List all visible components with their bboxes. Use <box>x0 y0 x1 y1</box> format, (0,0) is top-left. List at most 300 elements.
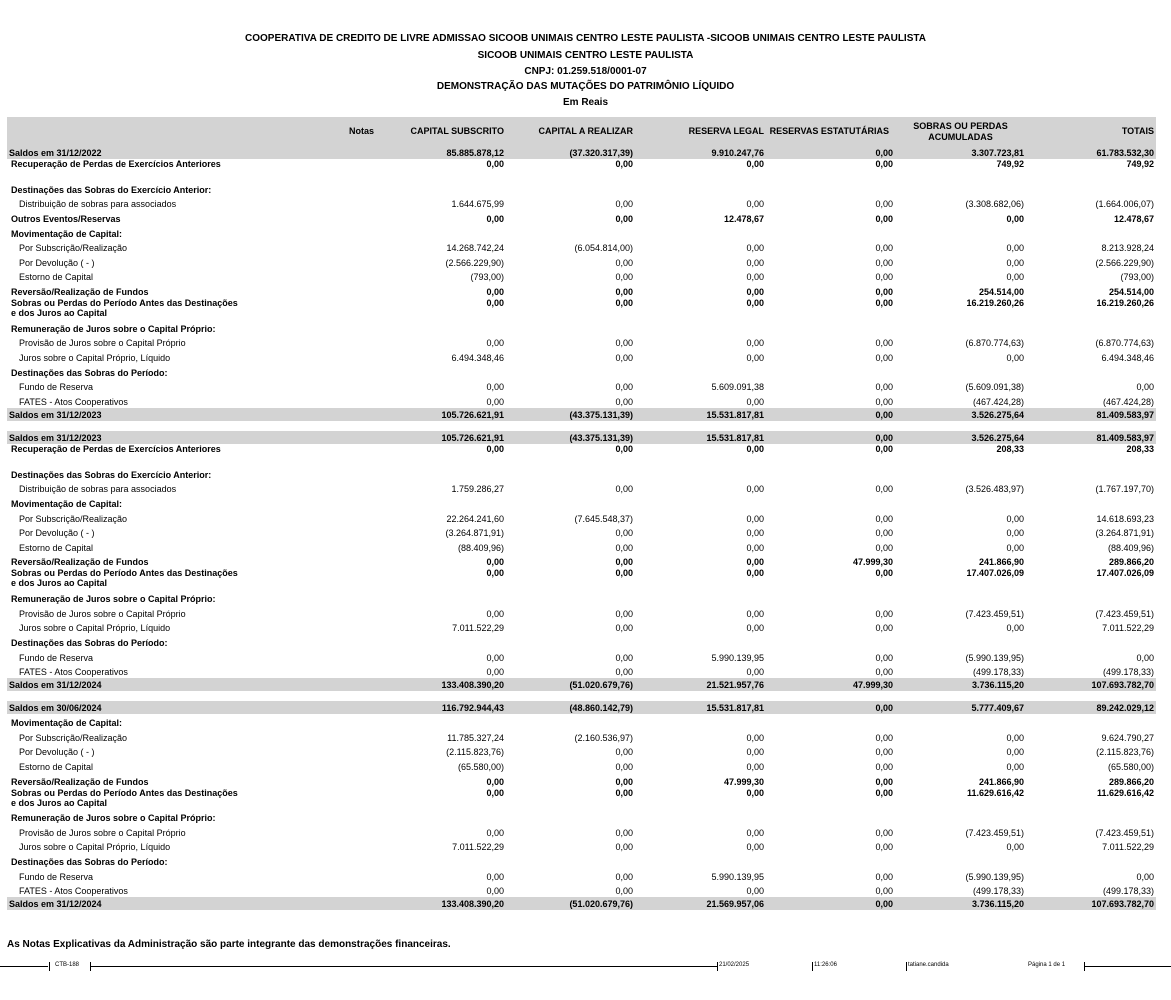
row-label: Saldos em 31/12/2024 <box>7 678 243 691</box>
sobras-perdas-cell: 208,33 <box>996 443 1024 454</box>
table-row <box>7 605 1156 620</box>
reservas-estatutarias-cell <box>766 810 895 825</box>
reservas-estatutarias-cell: 0,00 <box>875 443 893 454</box>
notas-cell <box>243 495 376 510</box>
notas-cell <box>243 181 376 196</box>
capital-a-realizar-cell <box>506 225 635 240</box>
capital-a-realizar-cell: 0,00 <box>615 787 633 798</box>
sobras-perdas-cell: 0,00 <box>1006 513 1024 524</box>
notas-cell <box>243 320 376 335</box>
capital-subscrito-cell <box>376 225 506 240</box>
notas-cell <box>243 444 376 466</box>
reserva-legal-cell: 15.531.817,81 <box>635 408 766 421</box>
sobras-perdas-cell: 3.526.275,64 <box>895 408 1026 421</box>
table-row <box>7 254 1156 269</box>
totais-cell: 0,00 <box>1136 382 1154 393</box>
row-label: Destinações das Sobras do Período: <box>11 367 168 378</box>
capital-subscrito-cell: 0,00 <box>486 886 504 897</box>
row-label: Destinações das Sobras do Período: <box>11 638 168 649</box>
reserva-legal-cell: 0,00 <box>746 243 764 254</box>
reservas-estatutarias-cell <box>766 634 895 649</box>
table-row <box>7 181 1156 196</box>
reservas-estatutarias-cell: 0,00 <box>875 528 893 539</box>
totais-cell <box>1026 466 1156 481</box>
balance-row <box>7 431 1156 444</box>
table-row <box>7 196 1156 211</box>
capital-subscrito-cell: 0,00 <box>486 298 504 309</box>
reserva-legal-cell <box>635 225 766 240</box>
footer-tick <box>906 962 907 971</box>
totais-cell: (3.264.871,91) <box>1095 528 1154 539</box>
balance-row <box>7 701 1156 714</box>
capital-subscrito-cell <box>376 714 506 729</box>
row-label: Destinações das Sobras do Exercício Anterior: <box>11 469 212 480</box>
reservas-estatutarias-cell: 0,00 <box>875 776 893 787</box>
capital-subscrito-cell: 6.494.348,46 <box>451 353 504 364</box>
sobras-perdas-cell: 0,00 <box>1006 732 1024 743</box>
table-row <box>7 379 1156 394</box>
capital-a-realizar-cell: 0,00 <box>615 382 633 393</box>
reservas-estatutarias-cell: 0,00 <box>875 842 893 853</box>
row-label: Provisão de Juros sobre o Capital Próprio <box>19 338 186 349</box>
capital-subscrito-cell: (88.409,96) <box>457 542 504 553</box>
row-label: Movimentação de Capital: <box>11 498 123 509</box>
totais-cell <box>1026 495 1156 510</box>
table-row <box>7 839 1156 854</box>
sobras-perdas-cell <box>895 853 1026 868</box>
capital-a-realizar-cell: 0,00 <box>615 338 633 349</box>
table-row <box>7 773 1156 788</box>
totais-cell: 7.011.522,29 <box>1102 623 1154 634</box>
notas-cell <box>243 605 376 620</box>
explanatory-note: As Notas Explicativas da Administração são parte integrante das demonstrações financeiras. <box>7 939 451 950</box>
capital-a-realizar-cell: 0,00 <box>615 842 633 853</box>
reserva-legal-cell: 47.999,30 <box>723 776 764 787</box>
capital-a-realizar-cell: (6.054.814,00) <box>574 243 633 254</box>
totais-cell: 11.629.616,42 <box>1096 787 1154 798</box>
balance-row <box>7 678 1156 691</box>
header-capital-subscrito: CAPITAL SUBSCRITO <box>376 117 506 146</box>
notas-cell <box>243 146 376 159</box>
row-label: Sobras ou Perdas do Período Antes das Destinações e dos Juros ao Capital <box>11 787 238 808</box>
sobras-perdas-cell: (5.990.139,95) <box>965 652 1024 663</box>
reserva-legal-cell: 0,00 <box>746 542 764 553</box>
reservas-estatutarias-cell <box>766 466 895 481</box>
row-label: Saldos em 31/12/2024 <box>7 897 243 910</box>
footer-rule <box>0 966 48 967</box>
row-label: Reversão/Realização de Fundos <box>11 557 149 568</box>
table-row <box>7 335 1156 350</box>
header-totais: TOTAIS <box>1026 117 1156 146</box>
reservas-estatutarias-cell: 0,00 <box>875 159 893 169</box>
notas-cell <box>243 839 376 854</box>
table-row <box>7 510 1156 525</box>
totais-cell: 12.478,67 <box>1113 213 1154 224</box>
sobras-perdas-cell <box>895 320 1026 335</box>
capital-subscrito-cell <box>376 181 506 196</box>
sobras-perdas-cell: 3.526.275,64 <box>895 431 1026 444</box>
totais-cell: 9.624.790,27 <box>1101 732 1154 743</box>
spacer-cell <box>7 691 1156 701</box>
totais-cell: 6.494.348,46 <box>1101 353 1154 364</box>
row-label: Por Subscrição/Realização <box>19 732 128 743</box>
totais-cell: (1.767.197,70) <box>1095 484 1154 495</box>
capital-a-realizar-cell: 0,00 <box>615 542 633 553</box>
balance-row <box>7 146 1156 159</box>
capital-subscrito-cell: 22.264.241,60 <box>446 513 504 524</box>
sobras-perdas-cell: (499.178,33) <box>972 667 1024 678</box>
reservas-estatutarias-cell: 0,00 <box>875 871 893 882</box>
reserva-legal-cell: 0,00 <box>746 484 764 495</box>
reserva-legal-cell: 0,00 <box>746 272 764 283</box>
sobras-perdas-cell: (499.178,33) <box>972 886 1024 897</box>
header-sobras-ou-perdas: SOBRAS OU PERDAS ACUMULADAS <box>895 117 1026 146</box>
capital-a-realizar-cell: 0,00 <box>615 747 633 758</box>
sobras-perdas-cell: 0,00 <box>1006 528 1024 539</box>
totais-cell: 0,00 <box>1136 871 1154 882</box>
sobras-perdas-cell: (3.526.483,97) <box>965 484 1024 495</box>
reservas-estatutarias-cell: 0,00 <box>875 396 893 407</box>
notas-cell <box>243 568 376 590</box>
table-row <box>7 590 1156 605</box>
balance-row <box>7 897 1156 910</box>
table-row <box>7 853 1156 868</box>
capital-a-realizar-cell: 0,00 <box>615 287 633 298</box>
reserva-legal-cell: 21.569.957,06 <box>635 897 766 910</box>
notas-cell <box>243 744 376 759</box>
totais-cell: 749,92 <box>1126 159 1154 169</box>
capital-subscrito-cell: 0,00 <box>486 608 504 619</box>
footer-rule <box>1085 966 1171 967</box>
capital-subscrito-cell <box>376 634 506 649</box>
row-label: Juros sobre o Capital Próprio, Líquido <box>19 623 171 634</box>
capital-subscrito-cell: (793,00) <box>470 272 504 283</box>
capital-subscrito-cell: 133.408.390,20 <box>376 678 506 691</box>
reservas-estatutarias-cell: 0,00 <box>875 886 893 897</box>
capital-a-realizar-cell <box>506 810 635 825</box>
capital-subscrito-cell: (65.580,00) <box>457 761 504 772</box>
totais-cell: (499.178,33) <box>1102 886 1154 897</box>
reservas-estatutarias-cell: 0,00 <box>875 623 893 634</box>
equity-changes-table <box>7 117 1156 910</box>
capital-subscrito-cell: 7.011.522,29 <box>452 623 504 634</box>
row-label: Estorno de Capital <box>19 272 94 283</box>
sobras-perdas-cell <box>895 810 1026 825</box>
sobras-perdas-cell: (7.423.459,51) <box>965 827 1024 838</box>
sobras-perdas-cell: 254.514,00 <box>978 287 1024 298</box>
reserva-legal-cell: 0,00 <box>746 827 764 838</box>
notas-cell <box>243 758 376 773</box>
footer-code: CTB-188 <box>55 962 80 968</box>
sobras-perdas-cell: 0,00 <box>1006 761 1024 772</box>
table-row <box>7 810 1156 825</box>
footer-time: 11:26:06 <box>814 962 837 968</box>
sobras-perdas-cell <box>895 590 1026 605</box>
reservas-estatutarias-cell: 0,00 <box>766 897 895 910</box>
row-label: Sobras ou Perdas do Período Antes das Destinações e dos Juros ao Capital <box>11 298 238 319</box>
capital-subscrito-cell: 0,00 <box>486 396 504 407</box>
table-row <box>7 539 1156 554</box>
capital-subscrito-cell: 105.726.621,91 <box>376 431 506 444</box>
notas-cell <box>243 554 376 569</box>
notas-cell <box>243 510 376 525</box>
capital-a-realizar-cell <box>506 634 635 649</box>
sobras-perdas-cell: 3.736.115,20 <box>895 897 1026 910</box>
row-label: Reversão/Realização de Fundos <box>11 287 149 298</box>
reservas-estatutarias-cell: 0,00 <box>766 701 895 714</box>
notas-cell <box>243 701 376 714</box>
reserva-legal-cell: 0,00 <box>746 338 764 349</box>
sobras-perdas-cell <box>895 714 1026 729</box>
row-label: FATES - Atos Cooperativos <box>19 886 128 897</box>
row-label: Provisão de Juros sobre o Capital Próprio <box>19 608 186 619</box>
notas-cell <box>243 883 376 898</box>
totais-cell: (2.566.229,90) <box>1095 257 1154 268</box>
reserva-legal-cell: 0,00 <box>746 199 764 210</box>
reserva-legal-cell <box>635 495 766 510</box>
reserva-legal-cell <box>635 714 766 729</box>
footer-date: 21/02/2025 <box>719 962 750 968</box>
sobras-perdas-cell: 241.866,90 <box>978 557 1024 568</box>
row-label: Saldos em 31/12/2022 <box>7 146 243 159</box>
reservas-estatutarias-cell <box>766 320 895 335</box>
reservas-estatutarias-cell: 0,00 <box>875 298 893 309</box>
reservas-estatutarias-cell: 0,00 <box>875 272 893 283</box>
capital-a-realizar-cell: (43.375.131,39) <box>506 408 635 421</box>
totais-cell: (467.424,28) <box>1102 396 1154 407</box>
capital-a-realizar-cell: 0,00 <box>615 396 633 407</box>
capital-a-realizar-cell: 0,00 <box>615 213 633 224</box>
capital-subscrito-cell: 0,00 <box>486 871 504 882</box>
header-reservas-estatutarias: RESERVAS ESTATUTÁRIAS <box>766 117 895 146</box>
row-label: Remuneração de Juros sobre o Capital Próprio: <box>11 594 216 605</box>
table-row <box>7 466 1156 481</box>
reservas-estatutarias-cell: 0,00 <box>875 513 893 524</box>
table-row <box>7 729 1156 744</box>
reservas-estatutarias-cell: 0,00 <box>875 287 893 298</box>
row-label: Recuperação de Perdas de Exercícios Anteriores <box>11 159 221 169</box>
reserva-legal-cell: 0,00 <box>746 667 764 678</box>
reservas-estatutarias-cell: 47.999,30 <box>852 557 893 568</box>
sobras-perdas-cell <box>895 466 1026 481</box>
row-label: Remuneração de Juros sobre o Capital Próprio: <box>11 323 216 334</box>
table-row <box>7 868 1156 883</box>
reserva-legal-cell: 0,00 <box>746 557 764 568</box>
totais-cell: 289.866,20 <box>1108 776 1154 787</box>
sobras-perdas-cell: 0,00 <box>1006 353 1024 364</box>
capital-a-realizar-cell <box>506 714 635 729</box>
row-label: Fundo de Reserva <box>19 382 94 393</box>
totais-cell <box>1026 590 1156 605</box>
reservas-estatutarias-cell: 0,00 <box>766 146 895 159</box>
capital-subscrito-cell <box>376 364 506 379</box>
footer-tick <box>812 962 813 971</box>
reserva-legal-cell: 21.521.957,76 <box>635 678 766 691</box>
reservas-estatutarias-cell: 0,00 <box>875 732 893 743</box>
reserva-legal-cell: 15.531.817,81 <box>635 431 766 444</box>
notas-cell <box>243 196 376 211</box>
reservas-estatutarias-cell: 0,00 <box>875 568 893 579</box>
table-row <box>7 159 1156 181</box>
reserva-legal-cell <box>635 181 766 196</box>
spacer-row <box>7 691 1156 701</box>
capital-a-realizar-cell: 0,00 <box>615 761 633 772</box>
reserva-legal-cell <box>635 466 766 481</box>
totais-cell: 254.514,00 <box>1108 287 1154 298</box>
report-currency: Em Reais <box>562 97 609 108</box>
table-row <box>7 320 1156 335</box>
capital-subscrito-cell: 1.759.286,27 <box>451 484 504 495</box>
sobras-perdas-cell: 17.407.026,09 <box>966 568 1024 579</box>
row-label: Estorno de Capital <box>19 542 94 553</box>
capital-subscrito-cell: 0,00 <box>486 568 504 579</box>
capital-a-realizar-cell: 0,00 <box>615 353 633 364</box>
capital-a-realizar-cell <box>506 320 635 335</box>
capital-a-realizar-cell: 0,00 <box>615 272 633 283</box>
reservas-estatutarias-cell: 0,00 <box>875 382 893 393</box>
notas-cell <box>243 335 376 350</box>
capital-subscrito-cell: 0,00 <box>486 827 504 838</box>
reserva-legal-cell: 0,00 <box>746 886 764 897</box>
report-title: DEMONSTRAÇÃO DAS MUTAÇÕES DO PATRIMÔNIO LÍQUIDO <box>436 81 735 92</box>
capital-a-realizar-cell <box>506 364 635 379</box>
sobras-perdas-cell: (5.609.091,38) <box>965 382 1024 393</box>
capital-a-realizar-cell: 0,00 <box>615 557 633 568</box>
capital-a-realizar-cell: (37.320.317,39) <box>506 146 635 159</box>
capital-a-realizar-cell: (51.020.679,76) <box>506 897 635 910</box>
table-row <box>7 444 1156 466</box>
totais-cell: (1.664.006,07) <box>1095 199 1154 210</box>
notas-cell <box>243 620 376 635</box>
totais-cell: 16.219.260,26 <box>1096 298 1154 309</box>
reservas-estatutarias-cell <box>766 495 895 510</box>
reservas-estatutarias-cell: 0,00 <box>875 243 893 254</box>
capital-a-realizar-cell: 0,00 <box>615 257 633 268</box>
capital-subscrito-cell: (2.566.229,90) <box>445 257 504 268</box>
reservas-estatutarias-cell: 0,00 <box>766 408 895 421</box>
reservas-estatutarias-cell: 0,00 <box>875 353 893 364</box>
notas-cell <box>243 379 376 394</box>
capital-subscrito-cell: 133.408.390,20 <box>376 897 506 910</box>
totais-cell: (499.178,33) <box>1102 667 1154 678</box>
table-row <box>7 240 1156 255</box>
table-row <box>7 744 1156 759</box>
capital-subscrito-cell: 7.011.522,29 <box>452 842 504 853</box>
row-label: Por Devolução ( - ) <box>19 257 95 268</box>
reserva-legal-cell: 0,00 <box>746 568 764 579</box>
notas-cell <box>243 788 376 810</box>
capital-subscrito-cell: 85.885.878,12 <box>376 146 506 159</box>
reserva-legal-cell <box>635 364 766 379</box>
reservas-estatutarias-cell: 0,00 <box>875 338 893 349</box>
totais-cell <box>1026 320 1156 335</box>
table-row <box>7 824 1156 839</box>
table-row <box>7 714 1156 729</box>
capital-a-realizar-cell <box>506 466 635 481</box>
capital-subscrito-cell: 0,00 <box>486 287 504 298</box>
capital-subscrito-cell <box>376 810 506 825</box>
row-label: Distribuição de sobras para associados <box>19 199 177 210</box>
table-row <box>7 210 1156 225</box>
table-row <box>7 225 1156 240</box>
sobras-perdas-cell: 0,00 <box>1006 542 1024 553</box>
reserva-legal-cell: 0,00 <box>746 761 764 772</box>
sobras-perdas-cell: 5.777.409,67 <box>895 701 1026 714</box>
company-name: COOPERATIVA DE CREDITO DE LIVRE ADMISSAO SICOOB UNIMAIS CENTRO LESTE PAULISTA -SICOOB UNIMAIS CENTRO LESTE PAULISTA <box>245 33 926 44</box>
capital-a-realizar-cell: 0,00 <box>615 528 633 539</box>
notas-cell <box>243 254 376 269</box>
sobras-perdas-cell <box>895 495 1026 510</box>
capital-a-realizar-cell <box>506 853 635 868</box>
row-label: Por Subscrição/Realização <box>19 513 128 524</box>
sobras-perdas-cell: (5.990.139,95) <box>965 871 1024 882</box>
reservas-estatutarias-cell: 0,00 <box>875 199 893 210</box>
footer-rule <box>91 966 717 967</box>
capital-a-realizar-cell: 0,00 <box>615 484 633 495</box>
row-label: Estorno de Capital <box>19 761 94 772</box>
row-label: Juros sobre o Capital Próprio, Líquido <box>19 842 171 853</box>
table-row <box>7 364 1156 379</box>
row-label: Remuneração de Juros sobre o Capital Próprio: <box>11 813 216 824</box>
reserva-legal-cell: 0,00 <box>746 443 764 454</box>
capital-a-realizar-cell: 0,00 <box>615 443 633 454</box>
notas-cell <box>243 269 376 284</box>
reserva-legal-cell: 0,00 <box>746 159 764 169</box>
sobras-perdas-cell: (467.424,28) <box>972 396 1024 407</box>
totais-cell <box>1026 634 1156 649</box>
capital-subscrito-cell: 105.726.621,91 <box>376 408 506 421</box>
reserva-legal-cell: 5.990.139,95 <box>711 652 764 663</box>
capital-subscrito-cell: (2.115.823,76) <box>446 747 504 758</box>
reservas-estatutarias-cell: 0,00 <box>875 747 893 758</box>
row-label: Destinações das Sobras do Exercício Anterior: <box>11 184 212 195</box>
cnpj: CNPJ: 01.259.518/0001-07 <box>524 66 647 77</box>
table-row <box>7 481 1156 496</box>
notas-cell <box>243 678 376 691</box>
sobras-perdas-cell: 16.219.260,26 <box>966 298 1024 309</box>
reservas-estatutarias-cell <box>766 590 895 605</box>
reservas-estatutarias-cell <box>766 853 895 868</box>
capital-subscrito-cell: 1.644.675,99 <box>451 199 504 210</box>
header-capital-a-realizar: CAPITAL A REALIZAR <box>506 117 635 146</box>
reservas-estatutarias-cell: 0,00 <box>875 667 893 678</box>
totais-cell: 81.409.583,97 <box>1026 431 1156 444</box>
notas-cell <box>243 897 376 910</box>
reservas-estatutarias-cell <box>766 181 895 196</box>
reservas-estatutarias-cell <box>766 225 895 240</box>
sobras-perdas-cell: (6.870.774,63) <box>965 338 1024 349</box>
reservas-estatutarias-cell: 0,00 <box>875 608 893 619</box>
capital-subscrito-cell <box>376 853 506 868</box>
capital-a-realizar-cell: 0,00 <box>615 776 633 787</box>
notas-cell <box>243 431 376 444</box>
totais-cell: 0,00 <box>1136 652 1154 663</box>
reserva-legal-cell: 5.990.139,95 <box>711 871 764 882</box>
table-row <box>7 283 1156 298</box>
capital-subscrito-cell: 0,00 <box>486 338 504 349</box>
reservas-estatutarias-cell: 0,00 <box>875 827 893 838</box>
sobras-perdas-cell: 0,00 <box>1006 842 1024 853</box>
capital-a-realizar-cell: 0,00 <box>615 827 633 838</box>
capital-subscrito-cell: 0,00 <box>486 443 504 454</box>
notas-cell <box>243 853 376 868</box>
reservas-estatutarias-cell: 0,00 <box>875 484 893 495</box>
totais-cell <box>1026 181 1156 196</box>
totais-cell: 89.242.029,12 <box>1026 701 1156 714</box>
notas-cell <box>243 634 376 649</box>
capital-subscrito-cell: 0,00 <box>486 667 504 678</box>
totais-cell: 107.693.782,70 <box>1026 897 1156 910</box>
